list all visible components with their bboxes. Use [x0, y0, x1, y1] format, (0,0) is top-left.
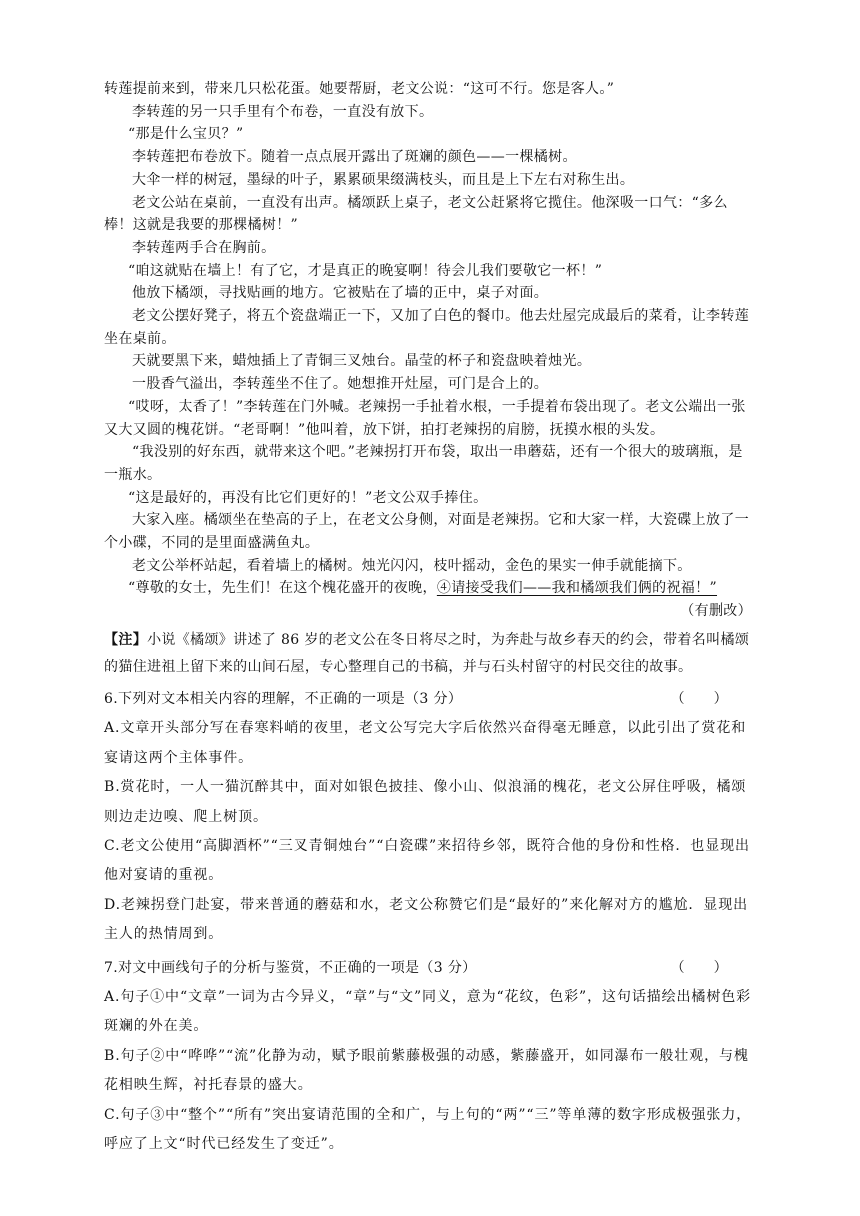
story-paragraph: 大家入座。橘颂坐在垫高的子上，在老文公身侧，对面是老辣拐。它和大家一样，大瓷碟上放了一个小碟，不同的是里面盛满鱼丸。: [104, 512, 750, 552]
story-paragraph: 一股香气溢出，李转莲坐不住了。她想推开灶屋，可门是合上的。: [132, 376, 549, 393]
page-content: [104, 78, 756, 1159]
story-paragraph: 李转莲两手合在胸前。: [132, 239, 276, 256]
question-6: [104, 685, 756, 950]
source-note: （有删改）: [680, 603, 752, 620]
answer-blank: （ ）: [670, 690, 728, 707]
story-paragraph: [104, 577, 756, 600]
story-paragraph: 李转莲的另一只手里有个布卷，一直没有放下。: [132, 103, 434, 120]
option-b: B.赏花时，一人一猫沉醉其中，面对如银色披挂、像小山、似浪涌的槐花，老文公屏住呼吸，橘颂则边走边嗅、爬上树顶。: [104, 779, 747, 825]
underlined-sentence-4: ④请接受我们——我和橘颂我们俩的祝福！”: [436, 580, 718, 597]
story-paragraph: “我没别的好东西，就带来这个吧。”老辣拐打开布袋，取出一串蘑菇，还有一个很大的玻璃瓶，是一瓶水。: [104, 444, 743, 483]
story-paragraph: “咱这就贴在墙上！有了它，才是真正的晚宴啊！待会儿我们要敬它一杯！”: [128, 262, 603, 279]
question-stem: 7.对文中画线句子的分析与鉴赏，不正确的一项是（3 分）: [104, 959, 477, 976]
note-label: 【注】: [104, 631, 148, 648]
story-paragraph: “那是什么宝贝？”: [128, 126, 244, 143]
story-paragraph: 老文公举杯站起，看着墙上的橘树。烛光闪闪，枝叶摇动，金色的果实一伸手就能摘下。: [132, 557, 692, 574]
story-paragraph: 大伞一样的树冠，墨绿的叶子，累累硕果缀满枝头，而且是上下左右对称生出。: [132, 171, 635, 188]
option-c: C.句子③中“整个”“所有”突出宴请范围的全和广，与上句的“两”“三”等单薄的数字形成极强张力，呼应了上文“时代已经发生了变迁”。: [104, 1106, 752, 1152]
story-paragraph: 他放下橘颂，寻找贴画的地方。它被贴在了墙的正中，桌子对面。: [132, 285, 549, 302]
note-text: 小说《橘颂》讲述了 86 岁的老文公在冬日将尽之时，为奔赴与故乡春天的约会，带着名叫橘颂的猫住进祖上留下来的山间石屋，专心整理自己的书稿，并与石头村留守的村民交往的故事。: [104, 631, 750, 675]
story-paragraph: 转莲提前来到，带来几只松花蛋。她要帮厨，老文公说：“这可不行。您是客人。”: [104, 81, 615, 97]
question-7: [104, 954, 756, 1160]
story-paragraph: 老文公摆好凳子，将五个瓷盘端正一下，又加了白色的餐巾。他去灶屋完成最后的菜肴，让李转莲坐在桌前。: [104, 308, 750, 347]
option-b: B.句子②中“哗哗”“流”化静为动，赋予眼前紫藤极强的动感，紫藤盛开，如同瀑布一般壮观，与槐花相映生辉，衬托春景的盛大。: [104, 1047, 749, 1094]
answer-blank: （ ）: [670, 959, 728, 976]
option-c: C.老文公使用“高脚酒杯”“三叉青铜烛台”“白瓷碟”来招待乡邻，既符合他的身份和性格．也显现出他对宴请的重视。: [104, 837, 750, 884]
question-title: [104, 954, 756, 983]
annotation-note: [104, 627, 756, 681]
option-a: A.句子①中“文章”一词为古今异义，“章”与“文”同义，意为“花纹，色彩”，这句话描绘出橘树色彩斑斓的外在美。: [104, 988, 752, 1035]
story-paragraph: 老文公站在桌前，一直没有出声。橘颂跃上桌子，老文公赶紧将它揽住。他深吸一口气：“多么棒！这就是我要的那棵橘树！”: [104, 194, 728, 234]
story-paragraph: 李转莲把布卷放下。随着一点点展开露出了斑斓的颜色——一棵橘树。: [132, 149, 577, 166]
option-a: A.文章开头部分写在春寒料峭的夜里，老文公写完大字后依然兴奋得毫无睡意，以此引出了赏花和宴请这两个主体事件。: [104, 720, 747, 766]
option-d: D.老辣拐登门赴宴，带来普通的蘑菇和水，老文公称赞它们是“最好的”来化解对方的尴尬．显现出主人的热情周到。: [104, 896, 748, 943]
story-paragraph: “这是最好的，再没有比它们更好的！”老文公双手捧住。: [128, 489, 488, 506]
story-paragraph: 天就要黑下来，蜡烛插上了青铜三叉烛台。晶莹的杯子和瓷盘映着烛光。: [132, 353, 592, 370]
story-text: “尊敬的女士，先生们！在这个槐花盛开的夜晚，: [128, 580, 437, 597]
question-stem: 6.下列对文本相关内容的理解，不正确的一项是（3 分）: [104, 690, 463, 707]
story-paragraph: “哎呀，太香了！”李转莲在门外喊。老辣拐一手扯着水根，一手提着布袋出现了。老文公端出一张又大又圆的槐花饼。“老哥啊！”他叫着，放下饼，拍打老辣拐的肩膀，抚摸水根的头发。: [104, 398, 746, 438]
question-title: [104, 685, 756, 714]
